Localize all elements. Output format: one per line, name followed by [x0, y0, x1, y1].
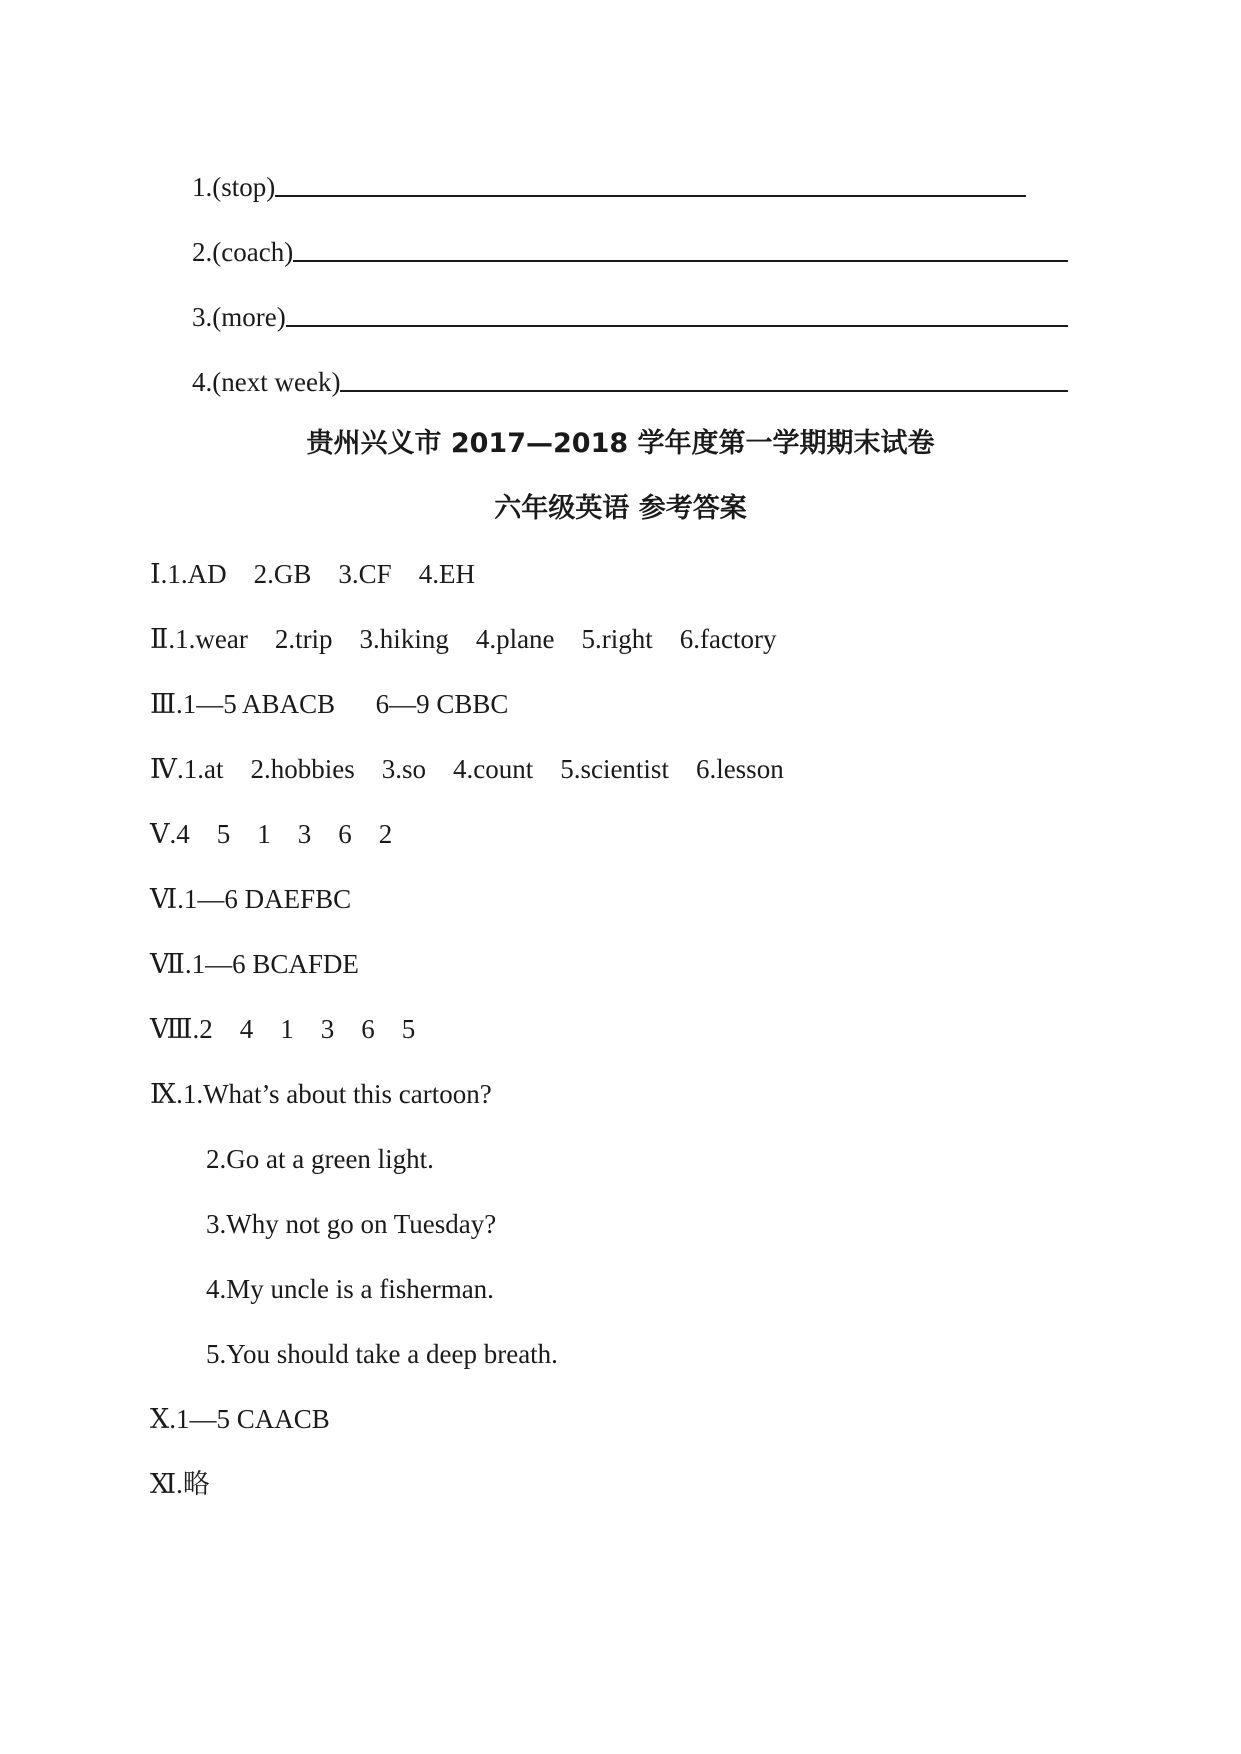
section-numeral: Ⅹ: [150, 1404, 170, 1434]
section-answers: .1.wear 2.trip 3.hiking 4.plane 5.right 6.factory: [168, 624, 777, 654]
answer-section-1: [150, 554, 475, 594]
section-9-answer-2: 2.Go at a green light.: [206, 1144, 434, 1174]
section-numeral: Ⅴ: [150, 819, 170, 849]
section-numeral: Ⅳ: [150, 754, 177, 784]
section-9-answer-5: 5.You should take a deep breath.: [206, 1339, 558, 1369]
fill-in-label: 2.(coach): [192, 237, 294, 267]
section-answers: .1—6 DAEFBC: [177, 884, 352, 914]
section-numeral: Ⅰ: [150, 559, 161, 589]
answer-section-8: [150, 1009, 415, 1049]
fill-in-label: 4.(next week): [192, 367, 341, 397]
answer-section-7: [150, 944, 359, 984]
answer-blank-line: [275, 195, 1026, 197]
fill-in-item-2: [192, 229, 1068, 269]
section-answers: .略: [176, 1469, 210, 1499]
section-numeral: Ⅱ: [150, 624, 169, 654]
section-numeral: Ⅸ: [150, 1079, 177, 1109]
section-answers: .1.at 2.hobbies 3.so 4.count 5.scientist 6.lesson: [176, 754, 784, 784]
answer-section-6: [150, 879, 351, 919]
fill-in-label: 3.(more): [192, 302, 286, 332]
section-answers: .1—6 BCAFDE: [184, 949, 359, 979]
answer-blank-line: [340, 390, 1068, 392]
answer-section-4: [150, 749, 784, 789]
answer-section-2: [150, 619, 776, 659]
answer-section-10: [150, 1399, 330, 1439]
section-9-answer-3: 3.Why not go on Tuesday?: [206, 1209, 497, 1239]
section-answers: .1—5 ABACB 6—9 CBBC: [176, 689, 509, 719]
answer-section-9: [150, 1074, 492, 1114]
answer-section-5: [150, 814, 392, 854]
section-answers: .1—5 CAACB: [169, 1404, 330, 1434]
section-answers: .1.What’s about this cartoon?: [176, 1079, 492, 1109]
answer-section-11: [150, 1464, 210, 1504]
answer-blank-line: [286, 325, 1068, 327]
section-9-answer-4: 4.My uncle is a fisherman.: [206, 1274, 494, 1304]
answer-key-title: 贵州兴义市 2017—2018 学年度第一学期期末试卷: [306, 428, 935, 459]
section-answers: .4 5 1 3 6 2: [169, 819, 393, 849]
fill-in-item-1: [192, 164, 1026, 204]
answer-blank-line: [293, 260, 1068, 262]
section-numeral: Ⅶ: [150, 949, 185, 979]
fill-in-item-3: [192, 294, 1068, 334]
answer-key-subtitle: 六年级英语 参考答案: [494, 493, 747, 524]
section-answers: .1.AD 2.GB 3.CF 4.EH: [160, 559, 475, 589]
section-answers: .2 4 1 3 6 5: [192, 1014, 416, 1044]
section-numeral: Ⅵ: [150, 884, 178, 914]
section-numeral: Ⅺ: [150, 1469, 177, 1499]
fill-in-item-4: [192, 359, 1068, 399]
section-numeral: Ⅷ: [150, 1014, 193, 1044]
fill-in-label: 1.(stop): [192, 172, 276, 202]
section-numeral: Ⅲ: [150, 689, 177, 719]
answer-section-3: [150, 684, 508, 724]
